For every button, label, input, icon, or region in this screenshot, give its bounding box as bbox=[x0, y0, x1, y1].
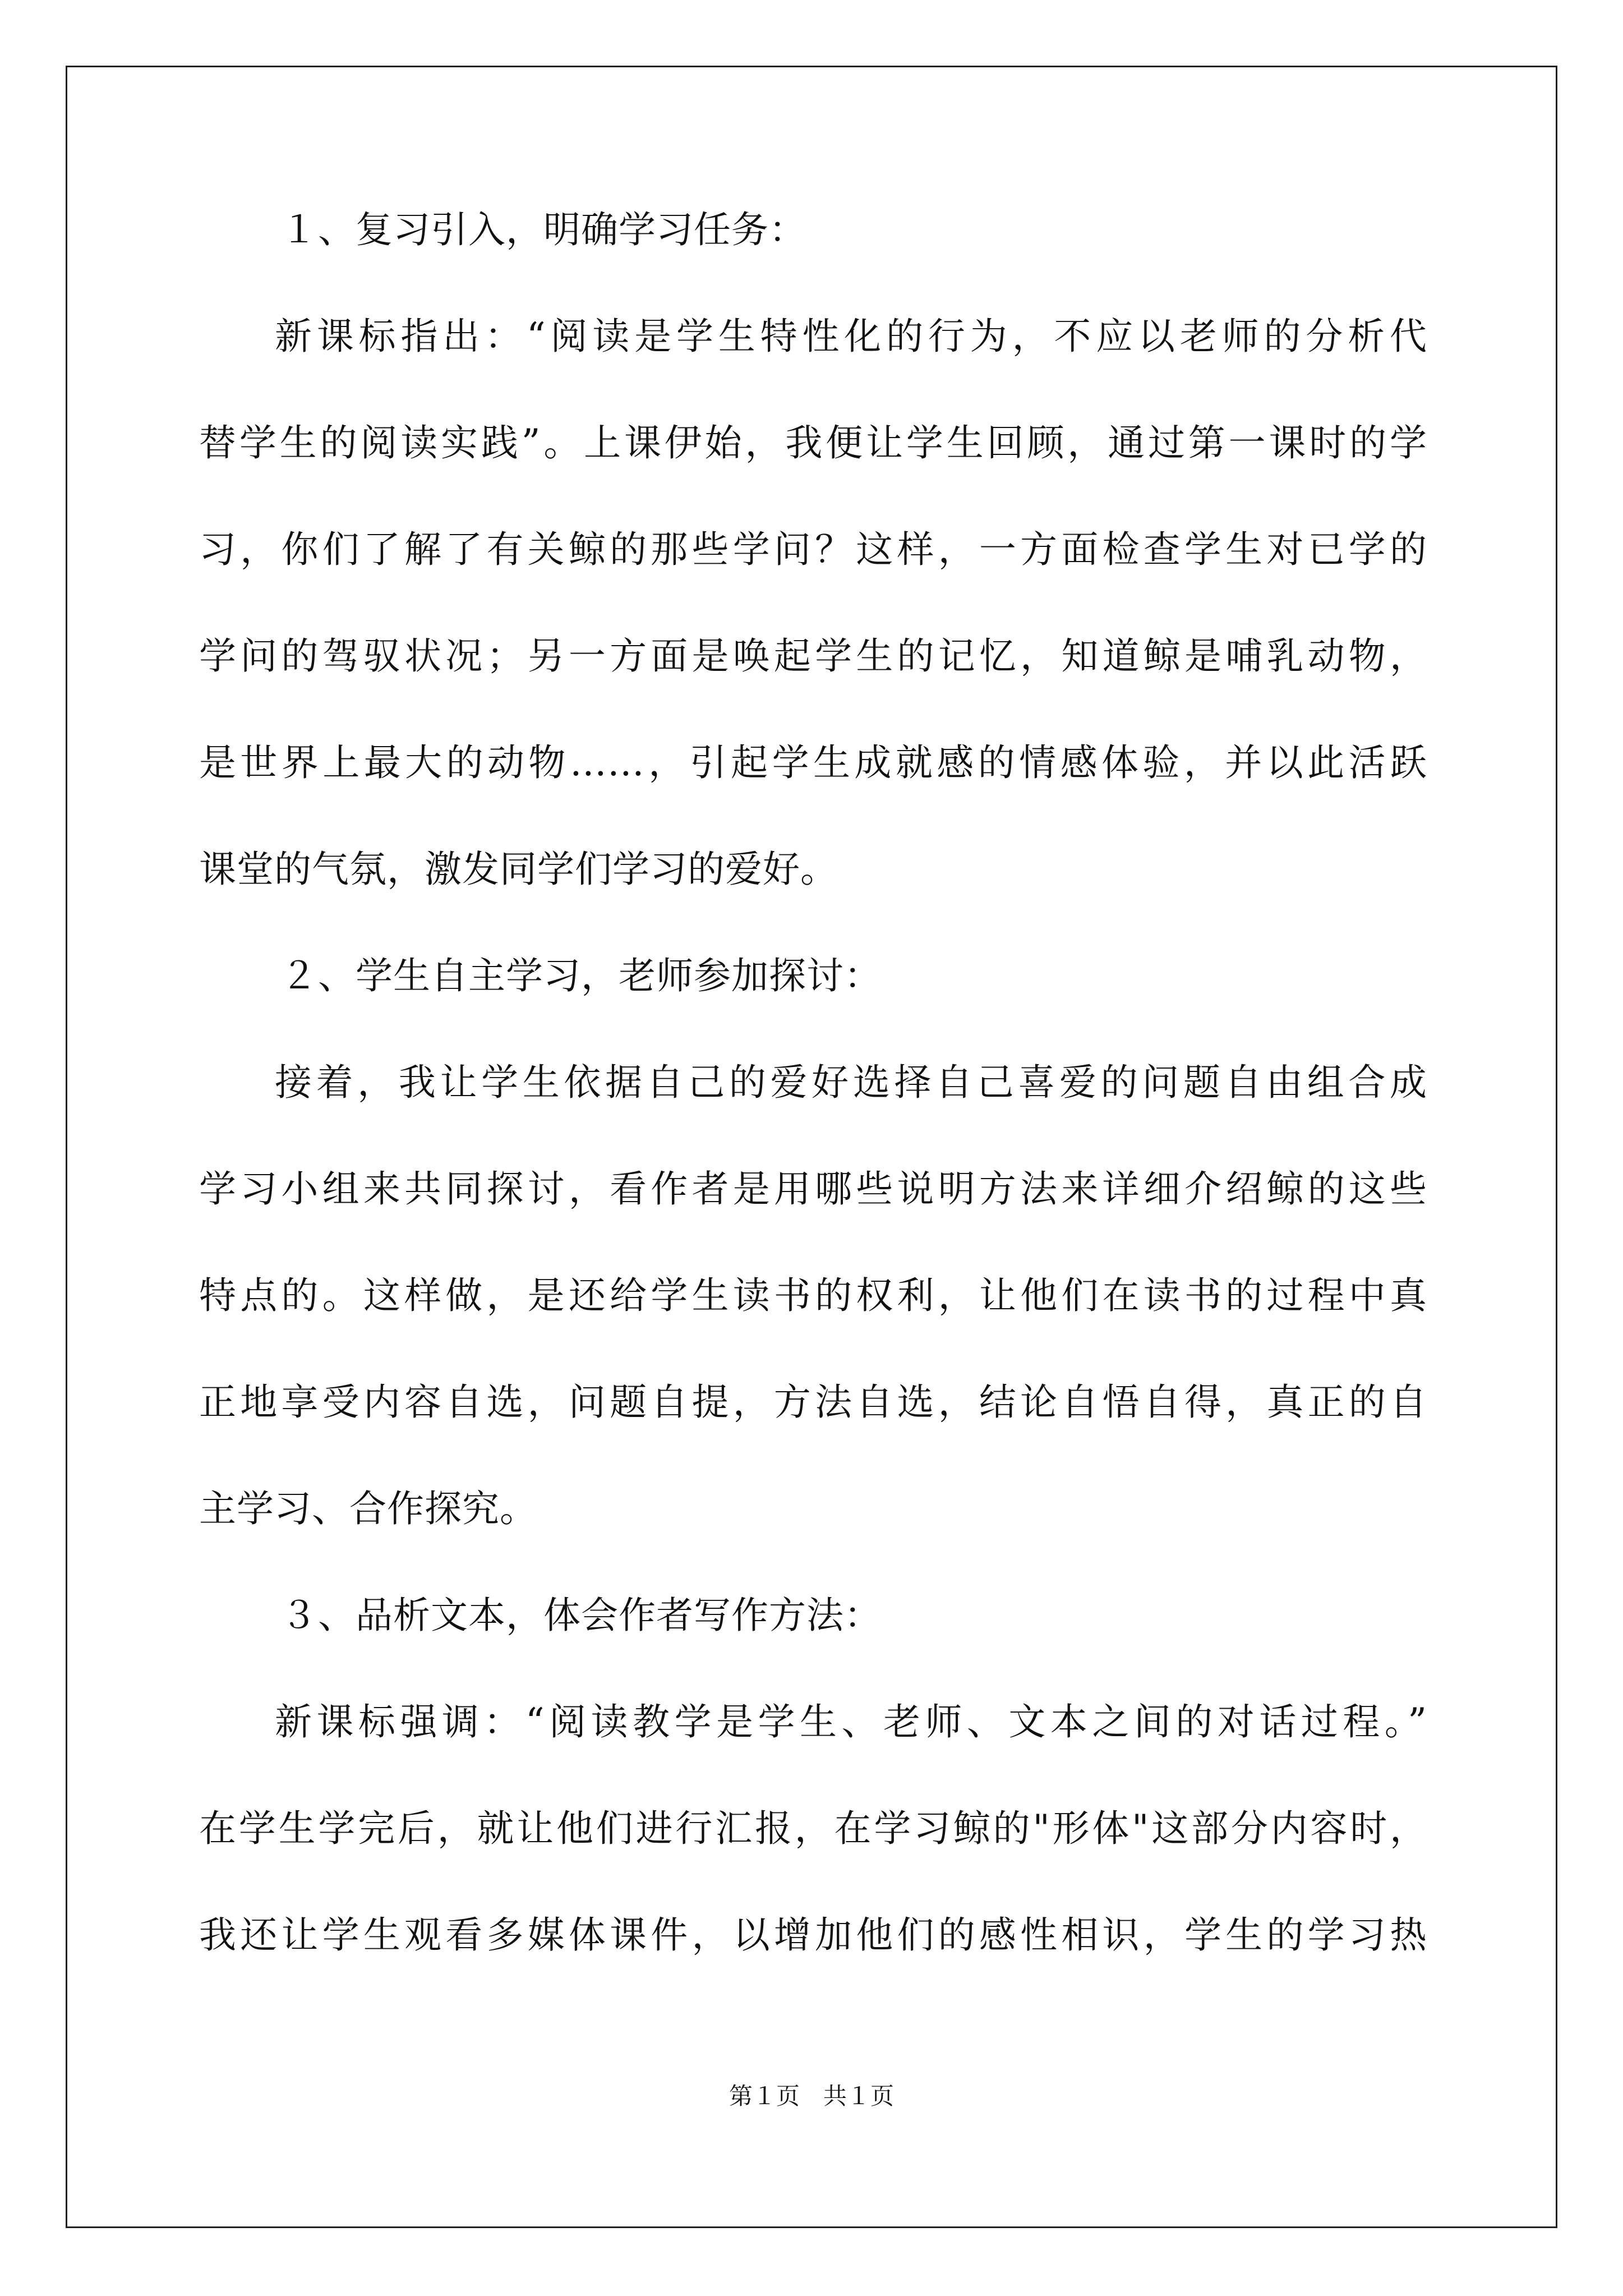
paragraph-3-line-1: 新课标强调：“阅读教学是学生、老师、文本之间的对话过程。” bbox=[275, 1700, 1427, 1743]
paragraph-1-line-6: 课堂的气氛，激发同学们学习的爱好。 bbox=[199, 848, 838, 891]
paragraph-1-line-3: 习，你们了解了有关鲸的那些学问？这样，一方面检查学生对已学的 bbox=[199, 528, 1427, 571]
paragraph-1-line-4: 学问的驾驭状况；另一方面是唤起学生的记忆，知道鲸是哺乳动物， bbox=[199, 634, 1427, 678]
section-heading-3: ３、品析文本，体会作者写作方法： bbox=[280, 1594, 882, 1637]
page-footer: 第１页 共１页 bbox=[728, 2082, 894, 2110]
paragraph-3-line-2: 在学生学完后，就让他们进行汇报，在学习鲸的"形体"这部分内容时， bbox=[199, 1807, 1427, 1850]
paragraph-2-line-2: 学习小组来共同探讨，看作者是用哪些说明方法来详细介绍鲸的这些 bbox=[199, 1167, 1427, 1211]
paragraph-2-line-4: 正地享受内容自选，问题自提，方法自选，结论自悟自得，真正的自 bbox=[199, 1381, 1427, 1424]
section-heading-1: １、复习引入，明确学习任务： bbox=[280, 208, 806, 251]
section-heading-2: ２、学生自主学习，老师参加探讨： bbox=[280, 954, 882, 997]
paragraph-2-line-1: 接着，我让学生依据自己的爱好选择自己喜爱的问题自由组合成 bbox=[275, 1061, 1427, 1104]
paragraph-1-line-5: 是世界上最大的动物……，引起学生成就感的情感体验，并以此活跃 bbox=[199, 741, 1427, 784]
paragraph-1-line-2: 替学生的阅读实践”。上课伊始，我便让学生回顾，通过第一课时的学 bbox=[199, 421, 1427, 464]
page-border bbox=[66, 66, 1557, 2228]
paragraph-2-line-3: 特点的。这样做，是还给学生读书的权利，让他们在读书的过程中真 bbox=[199, 1274, 1427, 1317]
paragraph-2-line-5: 主学习、合作探究。 bbox=[199, 1487, 537, 1530]
paragraph-1-line-1: 新课标指出：“阅读是学生特性化的行为，不应以老师的分析代 bbox=[275, 315, 1427, 358]
paragraph-3-line-3: 我还让学生观看多媒体课件，以增加他们的感性相识，学生的学习热 bbox=[199, 1913, 1427, 1957]
